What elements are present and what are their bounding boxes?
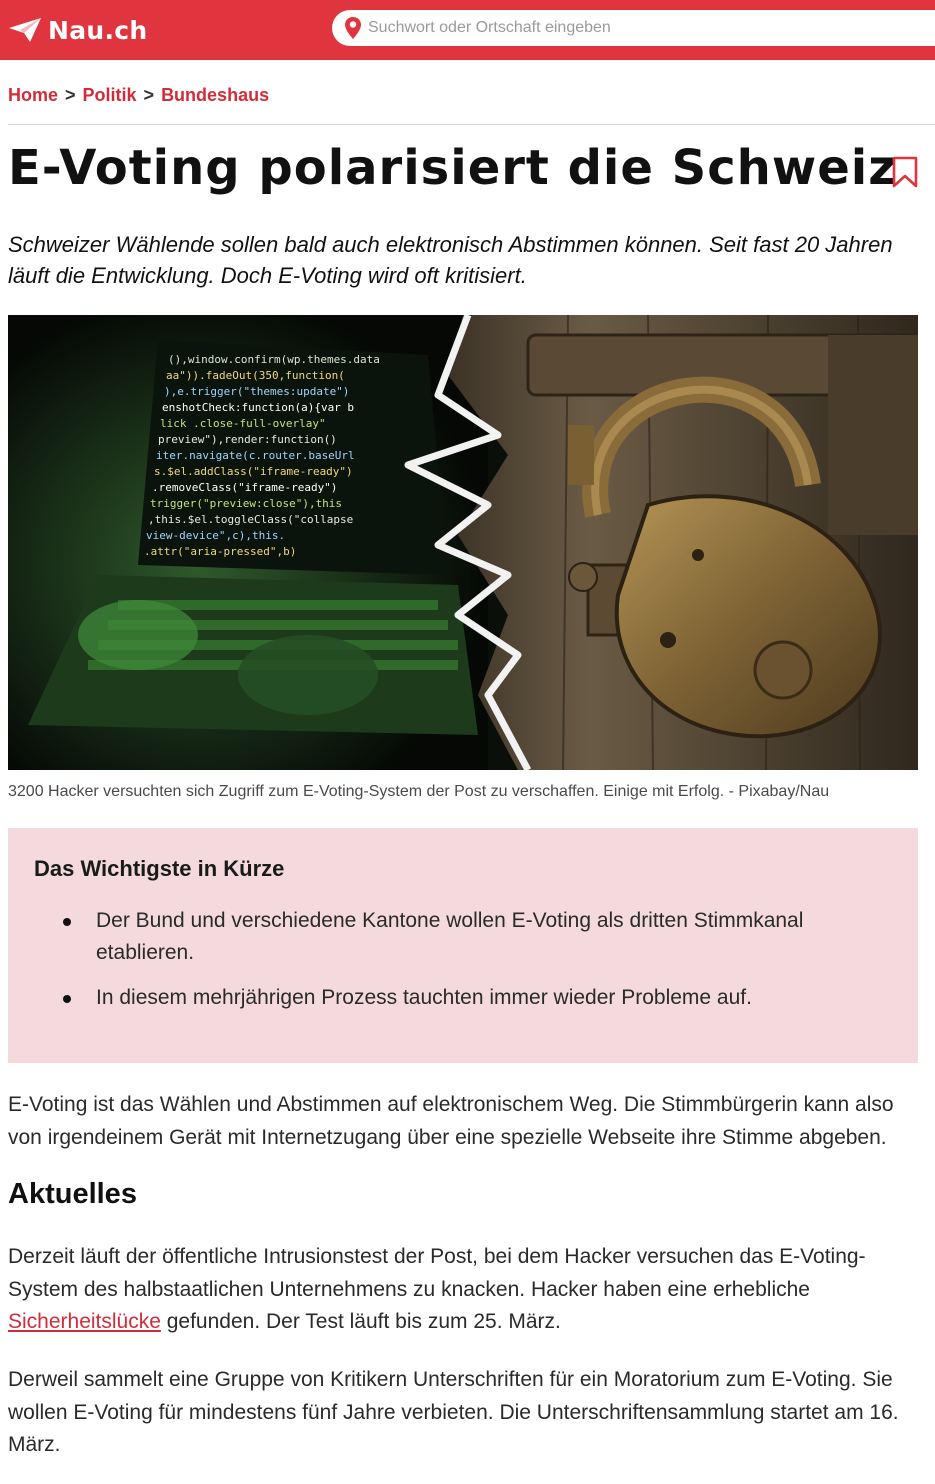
body-paragraph xyxy=(8,1241,913,1339)
svg-text:iter.navigate(c.router.baseUrl: iter.navigate(c.router.baseUrl xyxy=(156,449,355,462)
svg-text:aa")).fadeOut(350,function(: aa")).fadeOut(350,function( xyxy=(166,369,345,382)
breadcrumb xyxy=(8,85,269,106)
svg-text:lick .close-full-overlay": lick .close-full-overlay" xyxy=(160,417,326,430)
svg-text:.attr("aria-pressed",b): .attr("aria-pressed",b) xyxy=(144,545,297,558)
svg-text:,this.$el.toggleClass("collaps: ,this.$el.toggleClass("collapse xyxy=(148,513,354,526)
site-header xyxy=(0,0,935,60)
svg-text:enshotCheck:function(a){var b: enshotCheck:function(a){var b xyxy=(162,401,355,414)
breadcrumb-separator: > xyxy=(143,85,155,105)
summary-bullet: Der Bund und verschiedene Kantone wollen E-Voting als dritten Stimmkanal etablieren. xyxy=(96,905,876,969)
svg-text:preview"),render:function(): preview"),render:function() xyxy=(158,433,337,446)
paper-plane-icon xyxy=(8,17,42,43)
svg-text:),e.trigger("themes:update"): ),e.trigger("themes:update") xyxy=(164,385,350,398)
breadcrumb-separator: > xyxy=(65,85,76,105)
header-divider xyxy=(8,124,935,125)
section-heading: Aktuelles xyxy=(8,1178,137,1210)
svg-text:s.$el.addClass("iframe-ready"): s.$el.addClass("iframe-ready") xyxy=(154,465,353,478)
svg-text:(),window.confirm(wp.themes.da: (),window.confirm(wp.themes.data xyxy=(168,353,380,366)
sicherheitsluecke-link[interactable]: Sicherheitslücke xyxy=(8,1310,161,1333)
hacker-padlock-illustration xyxy=(8,315,918,770)
breadcrumb-politik[interactable]: Politik xyxy=(82,85,137,105)
summary-box xyxy=(8,828,918,1063)
summary-title: Das Wichtigste in Kürze xyxy=(34,856,285,881)
article-lead: Schweizer Wählende sollen bald auch elektronisch Abstimmen können. Seit fast 20 Jahren läuft die Entwicklung. Doch E-Voting wird oft kritisiert. xyxy=(8,232,893,288)
bookmark-icon[interactable] xyxy=(892,156,918,188)
paragraph-text: Derzeit läuft der öffentliche Intrusionstest der Post, bei dem Hacker versuchen das E-Voting-System des halbstaatlichen Unternehmens zu knacken. Hacker haben eine erhebliche xyxy=(8,1245,866,1301)
body-paragraph: E-Voting ist das Wählen und Abstimmen auf elektronischem Weg. Die Stimmbürgerin kann also von irgendeinem Gerät mit Internetzugang über eine spezielle Webseite ihre Stimme abgeben. xyxy=(8,1093,894,1149)
paragraph-text: gefunden. Der Test läuft bis zum 25. März. xyxy=(160,1310,561,1333)
logo-text: Nau.ch xyxy=(48,15,148,45)
location-pin-icon xyxy=(344,16,362,40)
breadcrumb-bundeshaus[interactable]: Bundeshaus xyxy=(161,85,270,105)
image-caption: 3200 Hacker versuchten sich Zugriff zum E-Voting-System der Post zu verschaffen. Einige mit Erfolg. - Pixabay/Nau xyxy=(8,783,830,800)
search-bar xyxy=(332,10,935,46)
svg-text:.removeClass("iframe-ready"): .removeClass("iframe-ready") xyxy=(152,481,338,494)
summary-bullet: In diesem mehrjährigen Prozess tauchten immer wieder Probleme auf. xyxy=(96,982,876,1014)
summary-list xyxy=(96,905,876,1027)
svg-text:view-device",c),this.: view-device",c),this. xyxy=(146,529,286,542)
breadcrumb-home[interactable]: Home xyxy=(8,85,59,105)
search-input[interactable] xyxy=(368,19,908,37)
site-logo[interactable] xyxy=(8,12,148,48)
page-title: E-Voting polarisiert die Schweiz xyxy=(8,140,898,196)
article-image xyxy=(8,315,918,770)
body-paragraph: Derweil sammelt eine Gruppe von Kritikern Unterschriften für ein Moratorium zum E-Voting. Sie wollen E-Voting für mindestens fünf Jahre verbieten. Die Unterschriftensammlung startet am 16. März. xyxy=(8,1368,899,1456)
svg-text:trigger("preview:close"),this: trigger("preview:close"),this xyxy=(150,497,343,510)
